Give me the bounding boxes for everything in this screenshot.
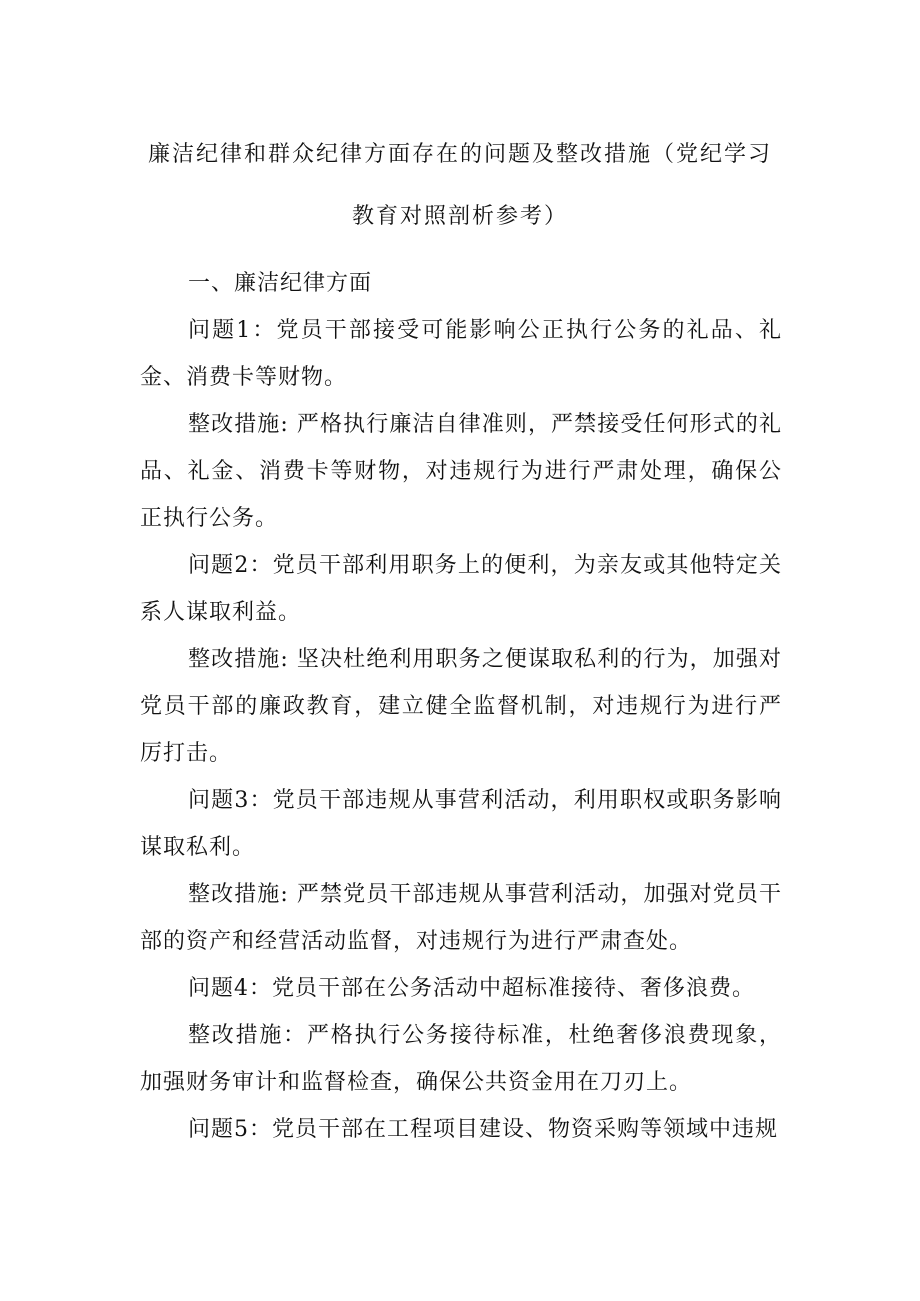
measure-3: 整改措施: 严禁党员干部违规从事营利活动，加强对党员干部的资产和经营活动监督，对违规行为进行严肃查处。 [140, 882, 782, 954]
issue-3: 问题3：党员干部违规从事营利活动，利用职权或职务影响谋取私利。 [140, 788, 782, 860]
issue-1: 问题1：党员干部接受可能影响公正执行公务的礼品、礼金、消费卡等财物。 [140, 318, 782, 390]
document-title [140, 124, 780, 248]
title-line-2: 教育对照剖析参考） [351, 204, 568, 229]
title-line-1: 廉洁纪律和群众纪律方面存在的问题及整改措施（党纪学习 [147, 142, 772, 167]
measure-1: 整改措施: 严格执行廉洁自律准则，严禁接受任何形式的礼品、礼金、消费卡等财物，对违规行为进行严肃处理，确保公正执行公务。 [140, 412, 782, 531]
issue-2: 问题2：党员干部利用职务上的便利，为亲友或其他特定关系人谋取利益。 [140, 553, 782, 625]
measure-2: 整改措施: 坚决杜绝利用职务之便谋取私利的行为，加强对党员干部的廉政教育，建立健全监督机制，对违规行为进行严厉打击。 [140, 647, 782, 766]
issue-4: 问题4：党员干部在公务活动中超标准接待、奢侈浪费。 [188, 976, 755, 1001]
issue-5: 问题5：党员干部在工程项目建设、物资采购等领域中违规 [188, 1117, 778, 1142]
document-body [140, 260, 782, 1153]
measure-4: 整改措施：严格执行公务接待标准，杜绝奢侈浪费现象，加强财务审计和监督检查，确保公共资金用在刀刃上。 [140, 1023, 782, 1095]
section-heading: 一、廉洁纪律方面 [188, 271, 373, 296]
